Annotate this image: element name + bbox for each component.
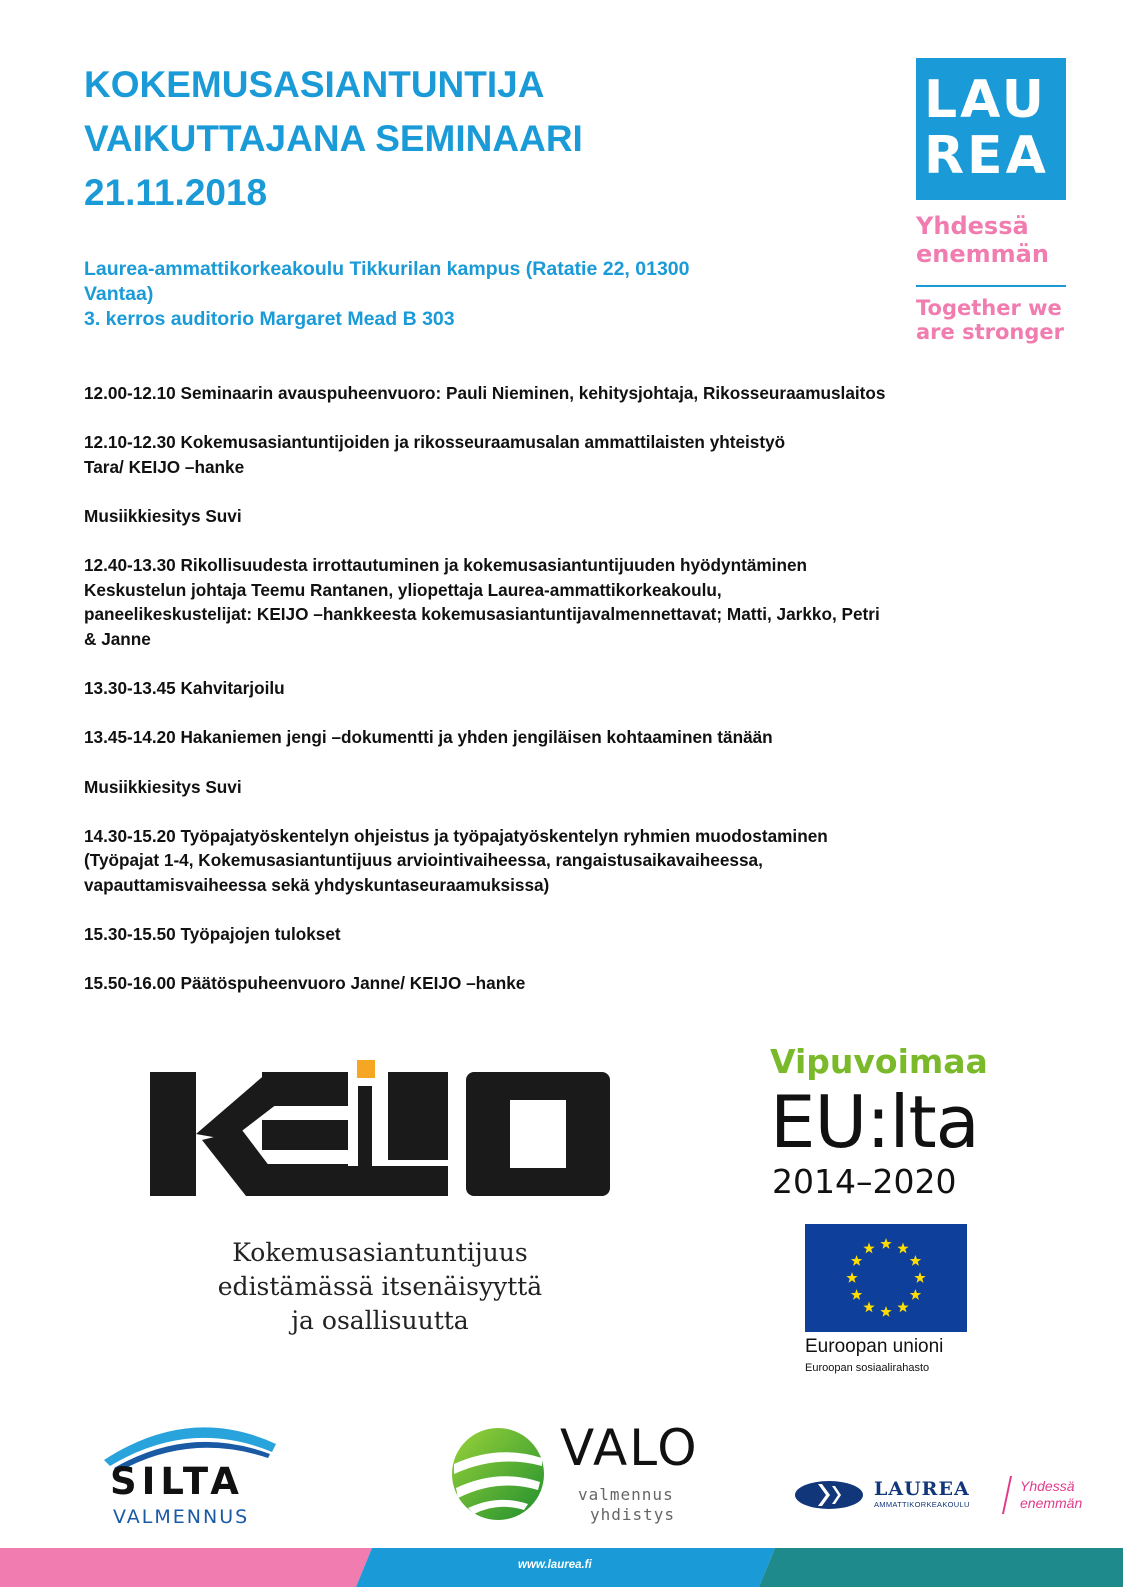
laurea-logo-line-2: REA [924, 126, 1049, 186]
agenda-item [84, 553, 1074, 651]
valo-sub-1: valmennus [578, 1485, 674, 1504]
agenda-item [84, 775, 1074, 800]
laurea-bottom-slogan-2: enemmän [1020, 1495, 1083, 1511]
eu-flag-icon [805, 1224, 967, 1332]
agenda-item [84, 676, 1074, 701]
laurea-slogan-en [916, 296, 1064, 344]
agenda-item [84, 922, 1074, 947]
valo-globe-icon [448, 1424, 548, 1524]
agenda-item-line: 12.40-13.30 Rikollisuudesta irrottautuminen ja kokemusasiantuntijuuden hyödyntäminen [84, 555, 807, 576]
agenda-item [84, 824, 1074, 898]
laurea-bottom-logo [794, 1476, 1094, 1516]
keijo-accent-square [357, 1060, 375, 1078]
keijo-tagline-line-2: edistämässä itsenäisyyttä [217, 1272, 543, 1301]
laurea-bottom-name: LAUREA [874, 1478, 970, 1500]
agenda-item-line: 15.50-16.00 Päätöspuheenvuoro Janne/ KEIJO –hanke [84, 973, 526, 994]
laurea-bottom-sub: AMMATTIKORKEAKOULU [874, 1500, 970, 1509]
agenda-item-line: 14.30-15.20 Työpajatyöskentelyn ohjeistus ja työpajatyöskentelyn ryhmien muodostaminen [84, 825, 828, 846]
eu-fund-name: Euroopan sosiaalirahasto [805, 1362, 930, 1374]
page-title [84, 58, 844, 220]
agenda-item-line: Keskustelun johtaja Teemu Rantanen, yliopettaja Laurea-ammattikorkeakoulu, [84, 579, 722, 600]
laurea-slogan-fi [916, 212, 1049, 268]
valo-name: VALO [560, 1419, 699, 1477]
location-line-2: Vantaa) [84, 283, 154, 305]
laurea-logo-line-1: LAU [924, 70, 1048, 130]
agenda-item-line: 13.30-13.45 Kahvitarjoilu [84, 678, 285, 699]
agenda-item-line: 15.30-15.50 Työpajojen tulokset [84, 924, 341, 945]
agenda-item [84, 504, 1074, 529]
agenda-item-line: vapauttamisvaiheessa sekä yhdyskuntaseuraamuksissa) [84, 874, 550, 895]
laurea-emblem-icon [794, 1480, 864, 1510]
program-years: 2014–2020 [772, 1162, 957, 1201]
agenda-item-line: Tara/ KEIJO –hanke [84, 456, 245, 477]
keijo-tagline-line-3: ja osallisuutta [291, 1306, 469, 1335]
laurea-logo [916, 58, 1066, 200]
valo-sub-2: yhdistys [590, 1505, 676, 1524]
agenda-item-line: & Janne [84, 628, 151, 649]
agenda-item [84, 430, 1074, 479]
slogan-fi-line-2: enemmän [916, 240, 1049, 268]
eu-name: Euroopan unioni [805, 1336, 944, 1357]
laurea-bottom-divider [1002, 1476, 1012, 1514]
agenda-item [84, 725, 1074, 750]
silta-sub: VALMENNUS [113, 1506, 250, 1528]
laurea-bottom-slogan [1020, 1478, 1082, 1512]
location-line-3: 3. kerros auditorio Margaret Mead B 303 [84, 308, 455, 330]
slogan-en-line-1: Together we [916, 296, 1062, 320]
slogan-en-line-2: are stronger [916, 320, 1064, 344]
slogan-fi-line-1: Yhdessä [916, 212, 1029, 240]
silta-name: SILTA [110, 1460, 244, 1503]
laurea-bottom-slogan-1: Yhdessä [1020, 1478, 1075, 1494]
agenda-item-line: paneelikeskustelijat: KEIJO –hankkeesta kokemusasiantuntijavalmennettavat; Matti, Jarkko, Petri [84, 604, 880, 625]
keijo-tagline [150, 1236, 610, 1338]
vipuvoimaa-text: Vipuvoimaa [770, 1042, 988, 1081]
agenda-item [84, 381, 1074, 406]
keijo-logo [150, 1060, 610, 1210]
agenda-list [84, 381, 1074, 1020]
keijo-tagline-line-1: Kokemusasiantuntijuus [232, 1238, 528, 1267]
title-line-1: KOKEMUSASIANTUNTIJA [84, 64, 545, 105]
agenda-item-line: (Työpajat 1-4, Kokemusasiantuntijuus arviointivaiheessa, rangaistusaikavaiheessa, [84, 850, 763, 871]
slogan-divider [916, 285, 1066, 287]
footer-url-link[interactable]: www.laurea.fi [518, 1559, 592, 1571]
agenda-item-line: Musiikkiesitys Suvi [84, 776, 242, 797]
event-location [84, 257, 864, 332]
agenda-item [84, 971, 1074, 996]
agenda-item-line: 13.45-14.20 Hakaniemen jengi –dokumentti ja yhden jengiläisen kohtaaminen tänään [84, 727, 773, 748]
agenda-item-line: 12.10-12.30 Kokemusasiantuntijoiden ja rikosseuraamusalan ammattilaisten yhteistyö [84, 432, 786, 453]
eulta-text: EU:lta [770, 1080, 979, 1164]
title-date: 21.11.2018 [84, 172, 268, 213]
title-line-2: VAIKUTTAJANA SEMINAARI [84, 118, 583, 159]
agenda-item-line: 12.00-12.10 Seminaarin avauspuheenvuoro: Pauli Nieminen, kehitysjohtaja, Rikosseuraamuslaitos [84, 383, 886, 403]
agenda-item-line: Musiikkiesitys Suvi [84, 505, 242, 526]
location-line-1: Laurea-ammattikorkeakoulu Tikkurilan kampus (Ratatie 22, 01300 [84, 258, 690, 280]
